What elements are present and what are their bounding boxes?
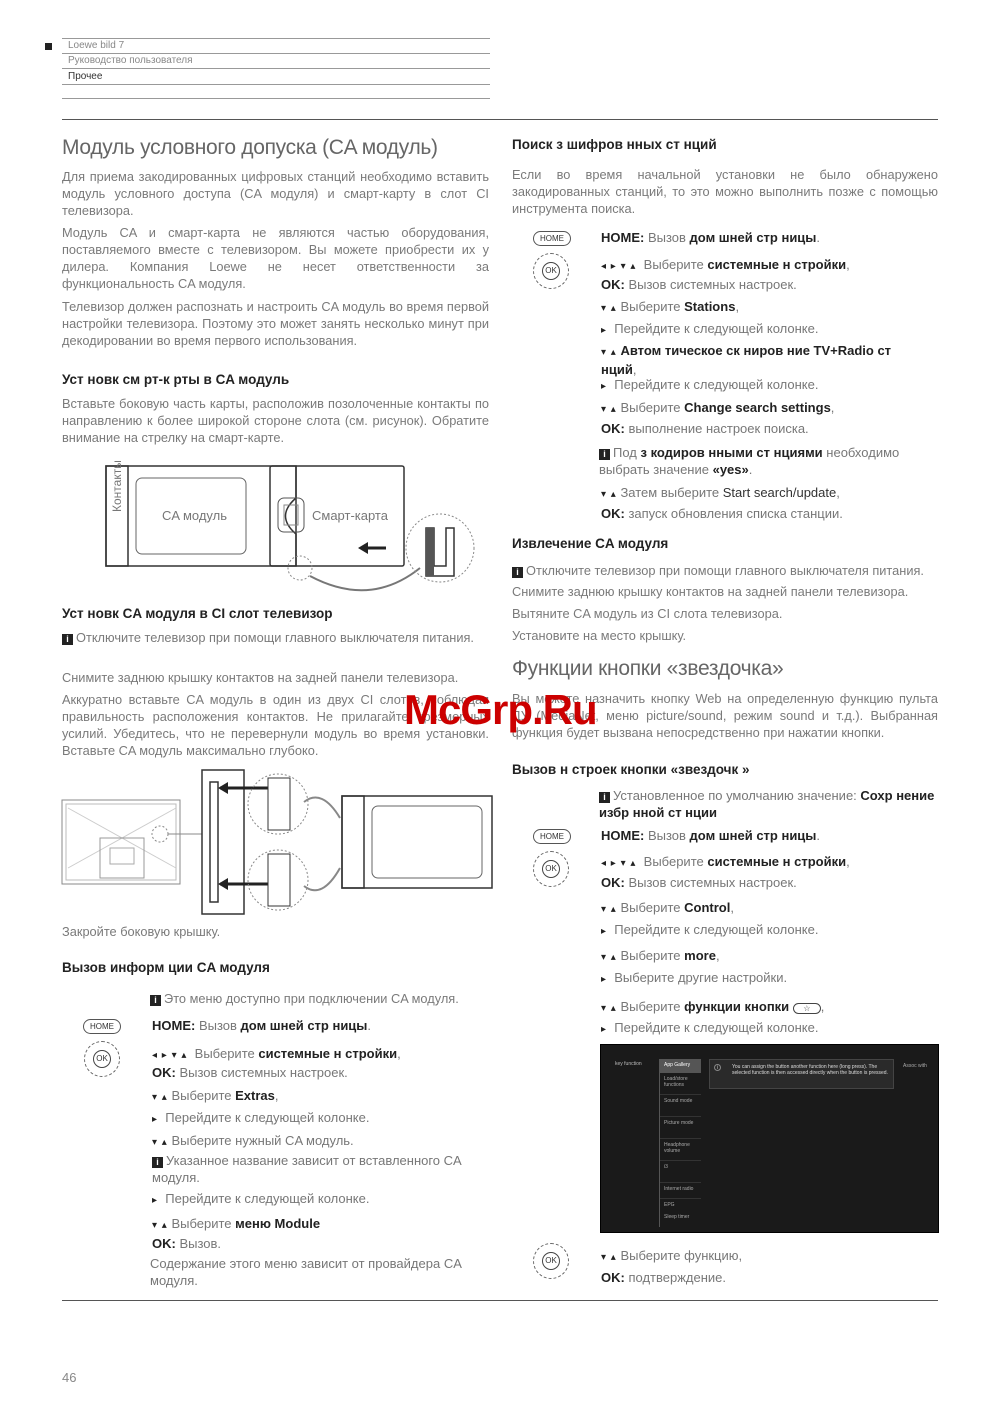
smart-card-label: Смарт-карта bbox=[312, 508, 388, 523]
screen-menu-item: Sound mode bbox=[660, 1095, 701, 1117]
contacts-label: Контакты bbox=[110, 460, 124, 512]
step-select-system: ◂ ▸ ▾ ▴ Выберите системные н стройки, bbox=[601, 854, 850, 869]
ca-info-heading: Вызов информ ции CA модуля bbox=[62, 960, 270, 975]
remove-text: Вытяните CA модуль из CI слота телевизора. bbox=[512, 606, 783, 621]
step-home: HOME: Вызов дом шней стр ницы. bbox=[152, 1018, 372, 1033]
step-choose-function: ▾ ▴ Выберите функцию, bbox=[601, 1248, 743, 1263]
info-icon: i bbox=[599, 449, 610, 460]
search-heading: Поиск з шифров нных ст нций bbox=[512, 137, 717, 152]
nav-arrows-icon: ◂ ▸ ▾ ▴ bbox=[601, 261, 637, 272]
screen-key-label: key function bbox=[615, 1061, 642, 1067]
step-ok: OK: Вызов системных настроек. bbox=[152, 1065, 348, 1080]
step-home: HOME: Вызов дом шней стр ницы. bbox=[601, 828, 821, 843]
screen-right-label: Assoc with bbox=[903, 1063, 927, 1069]
ok-button-icon: OK bbox=[533, 253, 569, 289]
header-bullet bbox=[45, 43, 52, 50]
right-arrow-icon: ▸ bbox=[601, 381, 608, 392]
remove-text: Установите на место крышку. bbox=[512, 628, 687, 643]
step-stations: ▾ ▴ Выберите Stations, bbox=[601, 299, 740, 314]
top-rule bbox=[62, 119, 938, 120]
header-section: Прочее bbox=[68, 71, 103, 82]
slot-info: i Отключите телевизор при помощи главного выключателя питания. bbox=[62, 629, 489, 646]
star-functions-title: Функции кнопки «звездочка» bbox=[512, 657, 784, 680]
card-install-heading: Уст новк см рт-к рты в CA модуль bbox=[62, 372, 290, 387]
step-control: ▾ ▴ Выберите Control, bbox=[601, 900, 734, 915]
updown-icon: ▾ ▴ bbox=[601, 347, 617, 358]
step-select-system: ◂ ▸ ▾ ▴ Выберите системные н стройки, bbox=[601, 257, 850, 272]
info-icon: i bbox=[150, 995, 161, 1006]
right-arrow-icon: ▸ bbox=[601, 974, 608, 985]
tv-slot-diagram bbox=[60, 768, 500, 920]
header-rule bbox=[62, 84, 490, 85]
right-arrow-icon: ▸ bbox=[152, 1195, 159, 1206]
step-ok-start: OK: запуск обновления списка станции. bbox=[601, 506, 843, 521]
screen-menu-item: i3 bbox=[660, 1161, 701, 1183]
step-other: ▸ Выберите другие настройки. bbox=[601, 970, 788, 985]
screen-menu-item: Internet radio bbox=[660, 1183, 701, 1199]
updown-icon: ▾ ▴ bbox=[601, 1252, 617, 1263]
step-extras: ▾ ▴ Выберите Extras, bbox=[152, 1088, 279, 1103]
step-next: ▸ Перейдите к следующей колонке. bbox=[152, 1110, 370, 1125]
step-ok-confirm: OK: подтверждение. bbox=[601, 1270, 726, 1285]
close-cover-text: Закройте боковую крышку. bbox=[62, 924, 221, 939]
updown-icon: ▾ ▴ bbox=[152, 1137, 168, 1148]
right-arrow-icon: ▸ bbox=[601, 1024, 608, 1035]
intro-paragraph: Для приема закодированных цифровых станций необходимо вставить модуль условного доступа (CA модуля) и смарт-карту в слот CI телевизора. bbox=[62, 169, 489, 218]
screen-menu-item: Sleep timer bbox=[664, 1214, 690, 1220]
step-info-encoded: i Под з кодиров нными ст нциями необходимо выбрать значение «yes». bbox=[599, 445, 900, 477]
updown-icon: ▾ ▴ bbox=[601, 1003, 617, 1014]
tv-menu-screenshot bbox=[600, 1044, 939, 1233]
step-ok-search: OK: выполнение настроек поиска. bbox=[601, 421, 809, 436]
step-ok-call: OK: Вызов. bbox=[152, 1236, 222, 1251]
header-rule bbox=[62, 53, 490, 54]
ca-module-label: CA модуль bbox=[162, 508, 227, 523]
step-module: ▾ ▴ Выберите меню Module bbox=[152, 1216, 321, 1231]
info-icon: i bbox=[512, 567, 523, 578]
step-auto-scan: ▾ ▴ Автом тическое ск ниров ние TV+Radio ст нций, bbox=[601, 343, 892, 377]
star-button-icon: ☆ bbox=[793, 1003, 821, 1014]
updown-icon: ▾ ▴ bbox=[601, 404, 617, 415]
ca-info-note: i Это меню доступно при подключении CA модуля. bbox=[150, 990, 490, 1007]
header-rule bbox=[62, 68, 490, 69]
nav-arrows-icon: ◂ ▸ ▾ ▴ bbox=[601, 858, 637, 869]
updown-icon: ▾ ▴ bbox=[152, 1220, 168, 1231]
ca-module-diagram bbox=[100, 458, 480, 598]
screen-menu-item: EPG bbox=[664, 1202, 675, 1208]
right-arrow-icon: ▸ bbox=[601, 926, 608, 937]
step-start-search: ▾ ▴ Затем выберите Start search/update, bbox=[601, 485, 840, 500]
updown-icon: ▾ ▴ bbox=[601, 303, 617, 314]
intro-paragraph: Модуль CA и смарт-карта не являются частью оборудования, поставляемого вместе с телевизором. Вы можете приобрести их у дилера. Компания Loewe не несет ответственности за функциональность CA модуля. bbox=[62, 225, 489, 291]
card-install-text: Вставьте боковую часть карты, расположив позолоченные контакты по направлению к более широкой стороне слота (см. рисунок). Обратите внимание на стрелку на смарт-карте. bbox=[62, 396, 489, 445]
remove-info: i Отключите телевизор при помощи главного выключателя питания. bbox=[512, 562, 938, 579]
home-button-icon: HOME bbox=[533, 829, 571, 844]
info-icon: i bbox=[62, 634, 73, 645]
step-content: Содержание этого меню зависит от провайдера CA модуля. bbox=[150, 1256, 462, 1288]
screen-menu-item: Load/store functions bbox=[660, 1073, 701, 1095]
slot-text: Снимите заднюю крышку контактов на задней панели телевизора. bbox=[62, 670, 459, 685]
step-ok: OK: Вызов системных настроек. bbox=[601, 277, 797, 292]
screen-menu bbox=[659, 1059, 701, 1227]
step-select-system: ◂ ▸ ▾ ▴ Выберите системные н стройки, bbox=[152, 1046, 401, 1061]
screen-menu-item: Picture mode bbox=[660, 1117, 701, 1139]
updown-icon: ▾ ▴ bbox=[601, 952, 617, 963]
star-settings-heading: Вызов н строек кнопки «звездочк » bbox=[512, 762, 750, 777]
screen-info-icon: i bbox=[714, 1064, 721, 1071]
step-next: ▸ Перейдите к следующей колонке. bbox=[601, 1020, 819, 1035]
page-number: 46 bbox=[62, 1370, 77, 1385]
home-button-icon: HOME bbox=[83, 1019, 121, 1034]
info-icon: i bbox=[599, 792, 610, 803]
updown-icon: ▾ ▴ bbox=[152, 1092, 168, 1103]
updown-icon: ▾ ▴ bbox=[601, 904, 617, 915]
remove-heading: Извлечение CA модуля bbox=[512, 536, 669, 551]
step-default-value: i Установленное по умолчанию значение: Сохр нение избр нной ст нции bbox=[599, 788, 935, 820]
header-model: Loewe bild 7 bbox=[68, 40, 125, 51]
home-button-icon: HOME bbox=[533, 231, 571, 246]
bottom-rule bbox=[62, 1300, 938, 1301]
ok-button-icon: OK bbox=[533, 1243, 569, 1279]
step-home: HOME: Вызов дом шней стр ницы. bbox=[601, 230, 821, 245]
nav-arrows-icon: ◂ ▸ ▾ ▴ bbox=[152, 1050, 188, 1061]
header-rule bbox=[62, 98, 490, 99]
step-more: ▾ ▴ Выберите more, bbox=[601, 948, 720, 963]
step-next: ▸ Перейдите к следующей колонке. bbox=[601, 377, 819, 392]
screen-tip-text: You can assign the button another function here (long press). The selected function is then accessed directly when the button is pressed. bbox=[732, 1064, 888, 1076]
step-ok: OK: Вызов системных настроек. bbox=[601, 875, 797, 890]
updown-icon: ▾ ▴ bbox=[601, 489, 617, 500]
info-icon: i bbox=[152, 1157, 163, 1168]
screen-menu-item: App Gallery bbox=[660, 1059, 701, 1073]
right-arrow-icon: ▸ bbox=[152, 1114, 159, 1125]
header-manual: Руководство пользователя bbox=[68, 55, 193, 66]
screen-tip-box bbox=[709, 1059, 894, 1089]
step-next: ▸ Перейдите к следующей колонке. bbox=[601, 321, 819, 336]
right-arrow-icon: ▸ bbox=[601, 325, 608, 336]
search-text: Если во время начальной установки не было обнаружено закодированных станций, то это можно выполнить позже с помощью инструмента поиска. bbox=[512, 167, 938, 216]
header-rule bbox=[62, 38, 490, 39]
step-ca-select: ▾ ▴ Выберите нужный CA модуль. bbox=[152, 1133, 354, 1148]
slot-install-heading: Уст новк CA модуля в CI слот телевизор bbox=[62, 606, 333, 621]
remove-text: Снимите заднюю крышку контактов на задней панели телевизора. bbox=[512, 584, 909, 599]
ca-module-title: Модуль условного допуска (CA модуль) bbox=[62, 136, 438, 159]
step-next: ▸ Перейдите к следующей колонке. bbox=[601, 922, 819, 937]
slot-text: Аккуратно вставьте CA модуль в один из двух CI слотов, соблюдая правильность расположения контактов. Не прилагайте чрезмерных усилий. Убедитесь, что не перевернули модуль во время установки. Вставьте CA модуль максимально глубоко. bbox=[62, 692, 489, 758]
watermark: McGrp.Ru bbox=[404, 686, 597, 733]
ok-button-icon: OK bbox=[533, 851, 569, 887]
step-next: ▸ Перейдите к следующей колонке. bbox=[152, 1191, 370, 1206]
star-functions-text: Вы можете назначить кнопку Web на определенную функцию пульта ДУ (MediaNet, меню picture/sound, режим sound и т.д.). Выбранная функция будет вызвана непосредственно при нажатии кнопки. bbox=[512, 691, 938, 740]
step-change-search: ▾ ▴ Выберите Change search settings, bbox=[601, 400, 835, 415]
screen-menu-item: Headphone volume bbox=[660, 1139, 701, 1161]
step-ca-info: i Указанное название зависит от вставленного CA модуля. bbox=[152, 1153, 461, 1185]
step-button-functions: ▾ ▴ Выберите функции кнопки ☆ , bbox=[601, 999, 825, 1014]
intro-paragraph: Телевизор должен распознать и настроить CA модуль во время первой настройки телевизора. Поэтому это может занять несколько минут при декодировании во время первого использования. bbox=[62, 299, 489, 348]
ok-button-icon: OK bbox=[84, 1041, 120, 1077]
